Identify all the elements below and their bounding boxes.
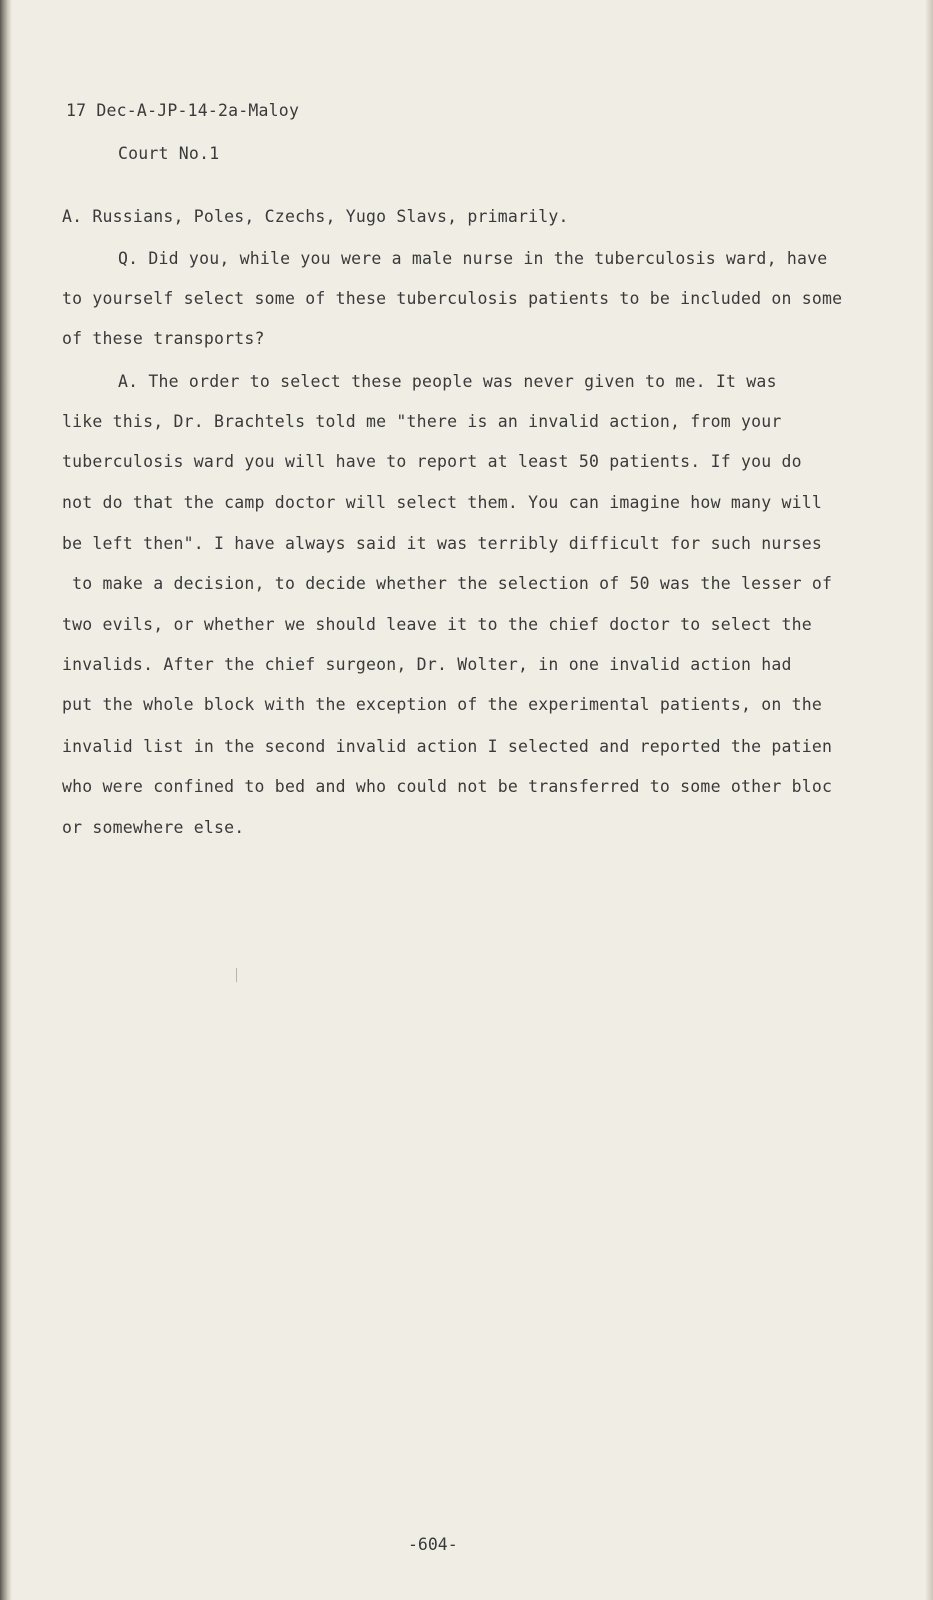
page-left-edge	[0, 0, 12, 1600]
answer-line: tuberculosis ward you will have to report at least 50 patients. If you do	[62, 452, 802, 471]
answer-line: like this, Dr. Brachtels told me "there is an invalid action, from your	[62, 412, 782, 431]
answer-line: A. The order to select these people was never given to me. It was	[118, 372, 777, 391]
question-line: Q. Did you, while you were a male nurse in the tuberculosis ward, have	[118, 249, 828, 268]
document-header: 17 Dec-A-JP-14-2a-Maloy	[66, 101, 300, 120]
question-line: to yourself select some of these tuberculosis patients to be included on some	[62, 289, 843, 308]
question-line: of these transports?	[62, 329, 265, 348]
answer-line: to make a decision, to decide whether the selection of 50 was the lesser of	[62, 574, 833, 593]
page-right-edge	[925, 0, 933, 1600]
answer-line: invalids. After the chief surgeon, Dr. Wolter, in one invalid action had	[62, 655, 792, 674]
answer-line: not do that the camp doctor will select them. You can imagine how many will	[62, 493, 823, 512]
answer-line: put the whole block with the exception of the experimental patients, on the	[62, 695, 823, 714]
court-label: Court No.1	[118, 144, 220, 163]
answer-line: or somewhere else.	[62, 818, 245, 837]
answer-line: invalid list in the second invalid action I selected and reported the patien	[62, 737, 833, 756]
answer-line: two evils, or whether we should leave it to the chief doctor to select the	[62, 615, 812, 634]
answer-line: A. Russians, Poles, Czechs, Yugo Slavs, primarily.	[62, 207, 569, 226]
answer-line: be left then". I have always said it was terribly difficult for such nurses	[62, 534, 823, 553]
page-number: -604-	[408, 1535, 458, 1554]
paper-blemish	[236, 968, 237, 982]
answer-line: who were confined to bed and who could not be transferred to some other bloc	[62, 777, 833, 796]
